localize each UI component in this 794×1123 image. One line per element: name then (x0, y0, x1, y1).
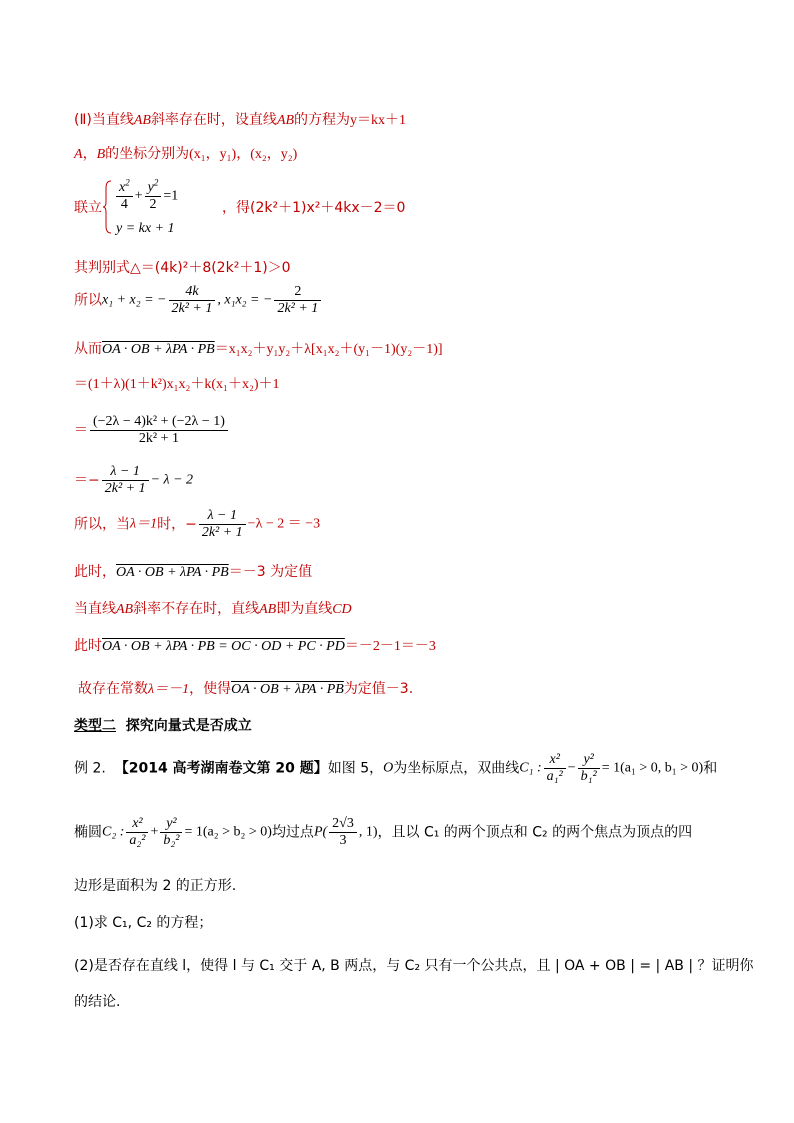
text: 所以 (74, 292, 102, 309)
text: 4 (120, 197, 128, 212)
text: 3 (339, 833, 347, 848)
example-line-3: 边形是面积为 2 的正方形. (74, 878, 237, 894)
solution-line-9 (74, 464, 193, 504)
example-line-1 (74, 752, 717, 796)
text: 均过点 (271, 824, 314, 841)
solution-line-13 (74, 637, 436, 656)
brace-icon (102, 180, 112, 234)
solution-line-8 (74, 414, 230, 454)
text: 从而 (74, 341, 102, 357)
text: ＝－3 为定值 (228, 564, 313, 580)
text: y (147, 180, 154, 195)
example-question-2: (2)是否存在直线 l，使得 l 与 C₁ 交于 A, B 两点，与 C₂ 只有一个公共点，且 | OA + OB | = | AB | ？证明你 (74, 958, 754, 974)
solution-line-14 (78, 680, 413, 699)
text: CD (332, 602, 352, 617)
text: ，使得 (189, 681, 232, 697)
text: AB (276, 113, 295, 128)
text: 和 (703, 760, 718, 777)
text: λ＝1 (130, 516, 158, 532)
text: y＝kx＋1 (350, 113, 407, 128)
text: AB (259, 602, 277, 617)
text: a₁² (546, 769, 563, 784)
solution-line-10 (74, 508, 320, 548)
text: 2 (274, 284, 321, 301)
text: 的坐标分别为 (105, 146, 190, 162)
solution-line-4: 其判别式△＝(4k)²＋8(2k²＋1)＞0 (74, 260, 291, 276)
text: 2k² + 1 (138, 431, 179, 446)
text: y = kx + 1 (116, 221, 175, 236)
solution-line-11 (74, 563, 312, 582)
text: C₂ : (102, 824, 125, 840)
text: 2k² + 1 (171, 301, 213, 316)
solution-line-7: ＝(1＋λ)(1＋k²)x₁x₂＋k(x₁＋x₂)＋1 (74, 377, 280, 392)
solution-line-5 (74, 284, 323, 324)
text: A (74, 147, 83, 162)
text: 此时 (74, 638, 102, 654)
text: ＝x₁x₂＋y₁y₂＋λ[x₁x₂＋(y₁－1)(y₂－1)] (214, 342, 443, 357)
text: 类型二 (74, 718, 116, 734)
text: 斜率存在时，设直线 (150, 112, 277, 128)
text: y² (578, 752, 600, 769)
text: P( (313, 824, 328, 840)
text: = 1(a₁ > 0, b₁ > 0) (601, 760, 704, 776)
text: x² (126, 816, 148, 833)
equation-system: $\frac{x^2}{4}$ + $\frac{y^2}{2}$ =1 y = kx + 1 (102, 180, 222, 236)
text: + (150, 824, 159, 840)
text: 即为直线 (276, 601, 333, 617)
text: 联立 (74, 200, 102, 216)
text: − (567, 760, 576, 776)
text: a₂² (129, 833, 146, 848)
text: 探究向量式是否成立 (125, 718, 252, 734)
text: AB (133, 113, 151, 128)
text: 所以，当 (74, 516, 130, 533)
text: O (383, 760, 394, 776)
text: OA · OB + λPA · PB = OC · OD + PC · PD (102, 639, 345, 654)
solution-line-1 (74, 111, 406, 130)
text: 例 2. (74, 760, 106, 777)
text: ＝− (74, 472, 100, 489)
text: 2√3 (329, 816, 357, 833)
text: , x₁x₂ = − (217, 292, 273, 308)
text: =1 (163, 188, 179, 204)
text: λ − 1 (102, 464, 149, 481)
text: b₁² (580, 769, 597, 784)
text: x² (544, 752, 566, 769)
text: 斜率不存在时，直线 (133, 601, 260, 617)
text: x (119, 180, 126, 195)
text: 2k² + 1 (277, 301, 319, 316)
text: OA · OB + λPA · PB (116, 565, 229, 580)
text: 的方程为 (294, 112, 351, 128)
solution-line-3 (74, 177, 406, 240)
text: 此时， (74, 564, 116, 580)
section-heading (74, 717, 252, 735)
text: 椭圆 (74, 824, 102, 841)
text: (−2λ − 4)k² + (−2λ − 1) (90, 414, 228, 431)
example-line-6: 的结论. (74, 994, 121, 1010)
text: ＝ (74, 422, 88, 439)
text: λ＝－1 (148, 682, 190, 697)
text: , 1) (358, 824, 378, 840)
text: 2 (149, 197, 157, 212)
text: y² (160, 816, 182, 833)
text: ， (82, 146, 97, 162)
text: = 1(a₂ > b₂ > 0) (184, 824, 272, 840)
text: + (134, 188, 143, 204)
text: b₂² (163, 833, 180, 848)
text: OA · OB + λPA · PB (102, 342, 215, 357)
text: 为定值－3. (343, 681, 414, 697)
example-question-1: (1)求 C₁, C₂ 的方程； (74, 915, 213, 931)
text: 故存在常数 (78, 681, 148, 697)
text: 为坐标原点，双曲线 (393, 760, 520, 777)
text: ＝－2－1＝－3 (344, 639, 436, 654)
text: 2k² + 1 (201, 525, 243, 540)
solution-line-6 (74, 340, 443, 359)
text: ，得(2k²＋1)x²＋4kx－2＝0 (222, 200, 406, 216)
example-line-2 (74, 816, 692, 860)
text: AB (116, 602, 134, 617)
text: (x₁，y₁)，(x₂，y₂) (189, 147, 298, 162)
solution-line-2 (74, 145, 297, 164)
text: −λ − 2 ＝ −3 (247, 516, 321, 532)
text: C₁ : (519, 760, 542, 776)
text: (Ⅱ)当直线 (74, 112, 134, 128)
text: − λ − 2 (150, 472, 194, 488)
text: 4k (169, 284, 216, 301)
text: OA · OB + λPA · PB (231, 682, 344, 697)
text: 【2014 高考湖南卷文第 20 题】 (114, 760, 328, 777)
solution-line-12 (74, 600, 352, 619)
text: 2k² + 1 (104, 481, 146, 496)
text: x₁ + x₂ = − (102, 292, 167, 308)
text: 时，− (157, 516, 197, 533)
text: λ − 1 (199, 508, 246, 525)
text: ，且以 C₁ 的两个顶点和 C₂ 的两个焦点为顶点的四 (377, 824, 693, 841)
text: 如图 5， (327, 760, 384, 777)
text: B (96, 147, 106, 162)
text: 当直线 (74, 601, 116, 617)
